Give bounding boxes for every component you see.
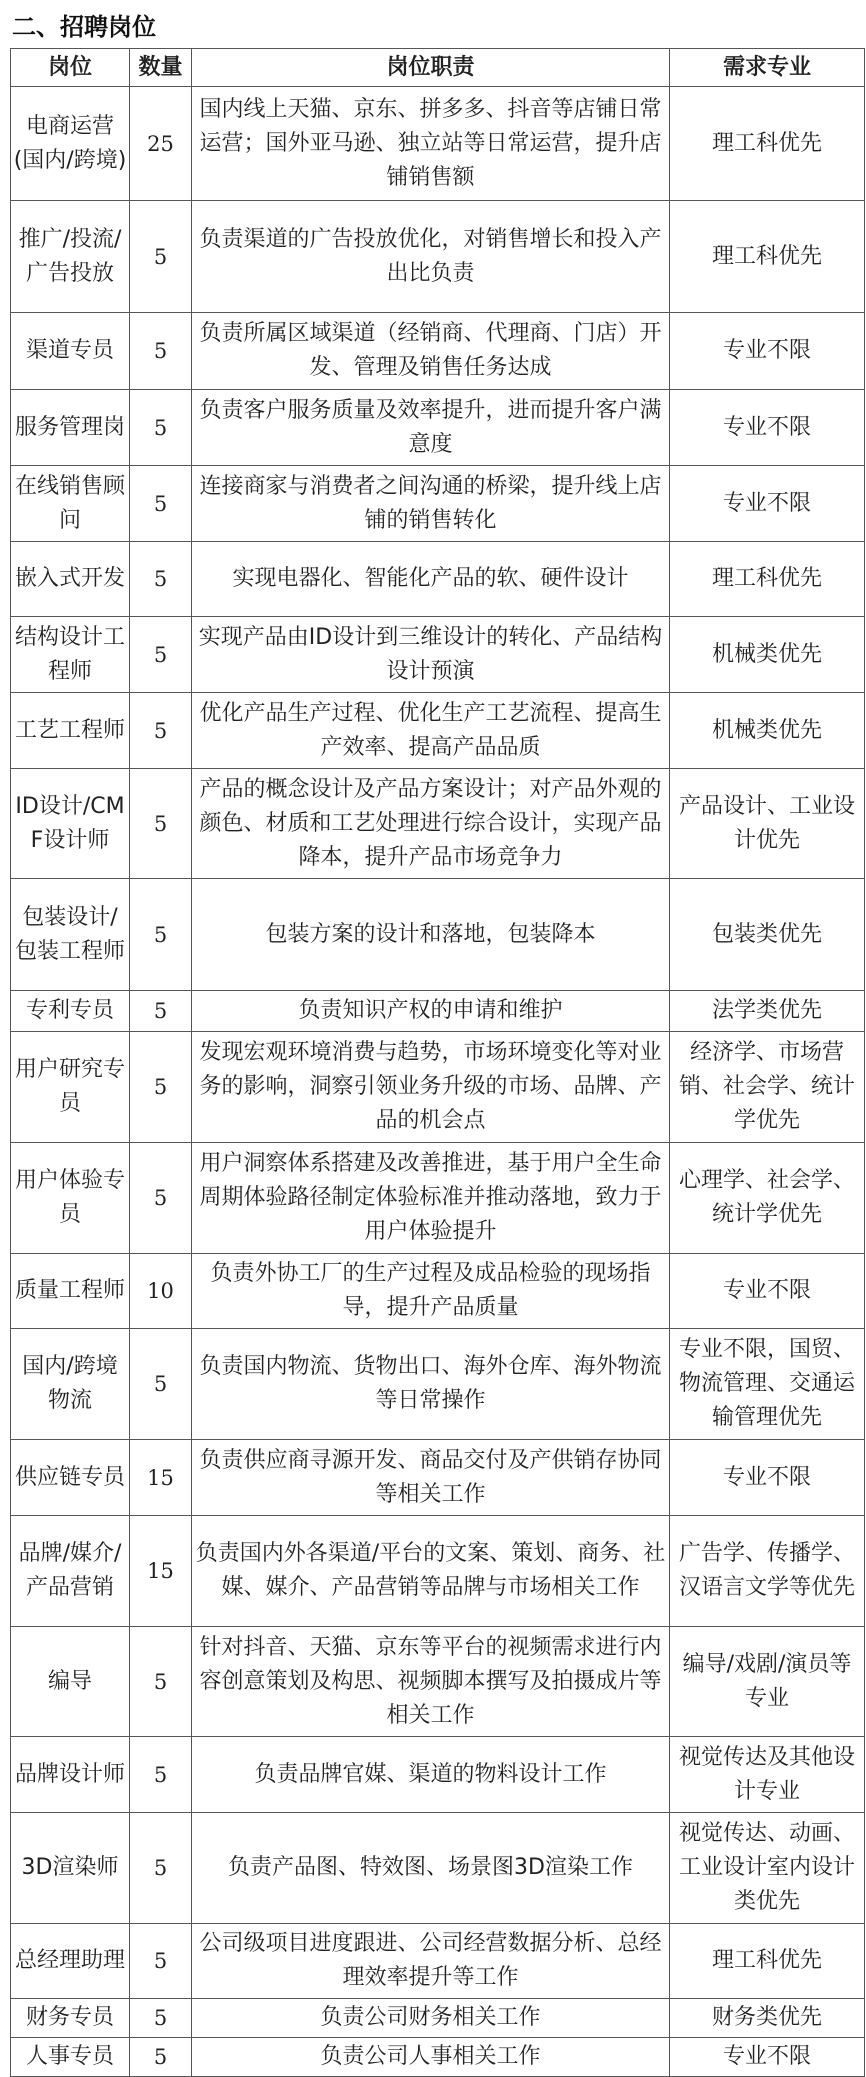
cell-major: 理工科优先 xyxy=(670,201,865,313)
cell-count: 25 xyxy=(130,87,192,201)
cell-count: 5 xyxy=(130,1329,192,1440)
cell-count: 5 xyxy=(130,1032,192,1143)
table-row xyxy=(11,879,865,991)
cell-position: 人事专员 xyxy=(11,2038,130,2077)
cell-position: 品牌/媒介/产品营销 xyxy=(11,1516,130,1627)
table-row xyxy=(11,1813,865,1924)
cell-major: 编导/戏剧/演员等专业 xyxy=(670,1627,865,1737)
cell-duty: 负责产品图、特效图、场景图3D渲染工作 xyxy=(192,1813,670,1924)
cell-position: 质量工程师 xyxy=(11,1254,130,1329)
table-row xyxy=(11,466,865,542)
cell-count: 15 xyxy=(130,1516,192,1627)
cell-major: 包装类优先 xyxy=(670,879,865,991)
cell-duty: 负责客户服务质量及效率提升，进而提升客户满意度 xyxy=(192,390,670,466)
cell-count: 5 xyxy=(130,1999,192,2038)
table-row xyxy=(11,617,865,693)
cell-count: 5 xyxy=(130,1737,192,1813)
cell-duty: 负责外协工厂的生产过程及成品检验的现场指导，提升产品质量 xyxy=(192,1254,670,1329)
cell-count: 5 xyxy=(130,617,192,693)
cell-major: 财务类优先 xyxy=(670,1999,865,2038)
cell-duty: 优化产品生产过程、优化生产工艺流程、提高生产效率、提高产品品质 xyxy=(192,693,670,769)
cell-major: 专业不限 xyxy=(670,2038,865,2077)
header-count: 数量 xyxy=(130,49,192,87)
cell-position: 包装设计/包装工程师 xyxy=(11,879,130,991)
table-header-row xyxy=(11,49,865,87)
cell-position: 编导 xyxy=(11,1627,130,1737)
cell-position: 在线销售顾问 xyxy=(11,466,130,542)
cell-position: 品牌设计师 xyxy=(11,1737,130,1813)
table-row xyxy=(11,1924,865,1999)
table-row xyxy=(11,1737,865,1813)
header-duty: 岗位职责 xyxy=(192,49,670,87)
cell-major: 经济学、市场营销、社会学、统计学优先 xyxy=(670,1032,865,1143)
cell-position: 用户体验专员 xyxy=(11,1143,130,1254)
cell-major: 理工科优先 xyxy=(670,87,865,201)
cell-duty: 实现电器化、智能化产品的软、硬件设计 xyxy=(192,542,670,617)
cell-duty: 负责知识产权的申请和维护 xyxy=(192,991,670,1032)
cell-duty: 负责供应商寻源开发、商品交付及产供销存协同等相关工作 xyxy=(192,1440,670,1516)
cell-major: 理工科优先 xyxy=(670,542,865,617)
table-row xyxy=(11,313,865,390)
cell-major: 机械类优先 xyxy=(670,693,865,769)
cell-major: 专业不限 xyxy=(670,390,865,466)
cell-count: 5 xyxy=(130,1143,192,1254)
cell-duty: 负责公司财务相关工作 xyxy=(192,1999,670,2038)
table-row xyxy=(11,87,865,201)
cell-count: 5 xyxy=(130,991,192,1032)
table-row xyxy=(11,1254,865,1329)
positions-table xyxy=(10,48,865,2077)
cell-major: 产品设计、工业设计优先 xyxy=(670,769,865,879)
cell-position: 嵌入式开发 xyxy=(11,542,130,617)
cell-duty: 国内线上天猫、京东、拼多多、抖音等店铺日常运营；国外亚马逊、独立站等日常运营，提升店铺销售额 xyxy=(192,87,670,201)
header-position: 岗位 xyxy=(11,49,130,87)
cell-count: 5 xyxy=(130,2038,192,2077)
table-row xyxy=(11,1999,865,2038)
header-major: 需求专业 xyxy=(670,49,865,87)
cell-position: 工艺工程师 xyxy=(11,693,130,769)
cell-position: 服务管理岗 xyxy=(11,390,130,466)
cell-major: 心理学、社会学、统计学优先 xyxy=(670,1143,865,1254)
cell-duty: 负责渠道的广告投放优化，对销售增长和投入产出比负责 xyxy=(192,201,670,313)
cell-duty: 实现产品由ID设计到三维设计的转化、产品结构设计预演 xyxy=(192,617,670,693)
cell-position: 结构设计工程师 xyxy=(11,617,130,693)
section-title: 二、招聘岗位 xyxy=(12,13,156,41)
cell-count: 5 xyxy=(130,542,192,617)
table-row xyxy=(11,1440,865,1516)
cell-count: 5 xyxy=(130,1627,192,1737)
cell-major: 理工科优先 xyxy=(670,1924,865,1999)
cell-count: 5 xyxy=(130,879,192,991)
cell-position: ID设计/CMF设计师 xyxy=(11,769,130,879)
cell-count: 5 xyxy=(130,466,192,542)
table-row xyxy=(11,542,865,617)
cell-major: 专业不限 xyxy=(670,1440,865,1516)
cell-duty: 连接商家与消费者之间沟通的桥梁，提升线上店铺的销售转化 xyxy=(192,466,670,542)
cell-position: 渠道专员 xyxy=(11,313,130,390)
cell-duty: 包装方案的设计和落地，包装降本 xyxy=(192,879,670,991)
cell-duty: 产品的概念设计及产品方案设计；对产品外观的颜色、材质和工艺处理进行综合设计，实现产品降本，提升产品市场竞争力 xyxy=(192,769,670,879)
cell-duty: 发现宏观环境消费与趋势，市场环境变化等对业务的影响，洞察引领业务升级的市场、品牌、产品的机会点 xyxy=(192,1032,670,1143)
cell-position: 推广/投流/广告投放 xyxy=(11,201,130,313)
table-row xyxy=(11,2038,865,2077)
cell-count: 15 xyxy=(130,1440,192,1516)
cell-duty: 负责所属区域渠道（经销商、代理商、门店）开发、管理及销售任务达成 xyxy=(192,313,670,390)
table-row xyxy=(11,390,865,466)
cell-count: 10 xyxy=(130,1254,192,1329)
cell-count: 5 xyxy=(130,313,192,390)
cell-duty: 负责公司人事相关工作 xyxy=(192,2038,670,2077)
cell-count: 5 xyxy=(130,769,192,879)
cell-major: 视觉传达及其他设计专业 xyxy=(670,1737,865,1813)
cell-major: 专业不限，国贸、物流管理、交通运输管理优先 xyxy=(670,1329,865,1440)
cell-duty: 负责品牌官媒、渠道的物料设计工作 xyxy=(192,1737,670,1813)
table-row xyxy=(11,1143,865,1254)
cell-duty: 负责国内外各渠道/平台的文案、策划、商务、社媒、媒介、产品营销等品牌与市场相关工作 xyxy=(192,1516,670,1627)
cell-major: 专业不限 xyxy=(670,1254,865,1329)
cell-count: 5 xyxy=(130,1924,192,1999)
cell-position: 3D渲染师 xyxy=(11,1813,130,1924)
cell-count: 5 xyxy=(130,693,192,769)
table-row xyxy=(11,769,865,879)
table-row xyxy=(11,693,865,769)
cell-major: 机械类优先 xyxy=(670,617,865,693)
cell-position: 财务专员 xyxy=(11,1999,130,2038)
cell-major: 法学类优先 xyxy=(670,991,865,1032)
cell-major: 广告学、传播学、汉语言文学等优先 xyxy=(670,1516,865,1627)
cell-position: 专利专员 xyxy=(11,991,130,1032)
table-row xyxy=(11,1627,865,1737)
cell-major: 专业不限 xyxy=(670,466,865,542)
cell-duty: 负责国内物流、货物出口、海外仓库、海外物流等日常操作 xyxy=(192,1329,670,1440)
cell-major: 专业不限 xyxy=(670,313,865,390)
cell-position: 电商运营(国内/跨境) xyxy=(11,87,130,201)
cell-position: 总经理助理 xyxy=(11,1924,130,1999)
cell-position: 国内/跨境物流 xyxy=(11,1329,130,1440)
cell-duty: 针对抖音、天猫、京东等平台的视频需求进行内容创意策划及构思、视频脚本撰写及拍摄成片等相关工作 xyxy=(192,1627,670,1737)
cell-position: 供应链专员 xyxy=(11,1440,130,1516)
table-row xyxy=(11,1516,865,1627)
cell-duty: 用户洞察体系搭建及改善推进，基于用户全生命周期体验路径制定体验标准并推动落地，致力于用户体验提升 xyxy=(192,1143,670,1254)
cell-count: 5 xyxy=(130,1813,192,1924)
table-row xyxy=(11,1329,865,1440)
cell-major: 视觉传达、动画、工业设计室内设计类优先 xyxy=(670,1813,865,1924)
table-row xyxy=(11,991,865,1032)
table-row xyxy=(11,201,865,313)
table-row xyxy=(11,1032,865,1143)
cell-count: 5 xyxy=(130,390,192,466)
cell-duty: 公司级项目进度跟进、公司经营数据分析、总经理效率提升等工作 xyxy=(192,1924,670,1999)
cell-position: 用户研究专员 xyxy=(11,1032,130,1143)
cell-count: 5 xyxy=(130,201,192,313)
